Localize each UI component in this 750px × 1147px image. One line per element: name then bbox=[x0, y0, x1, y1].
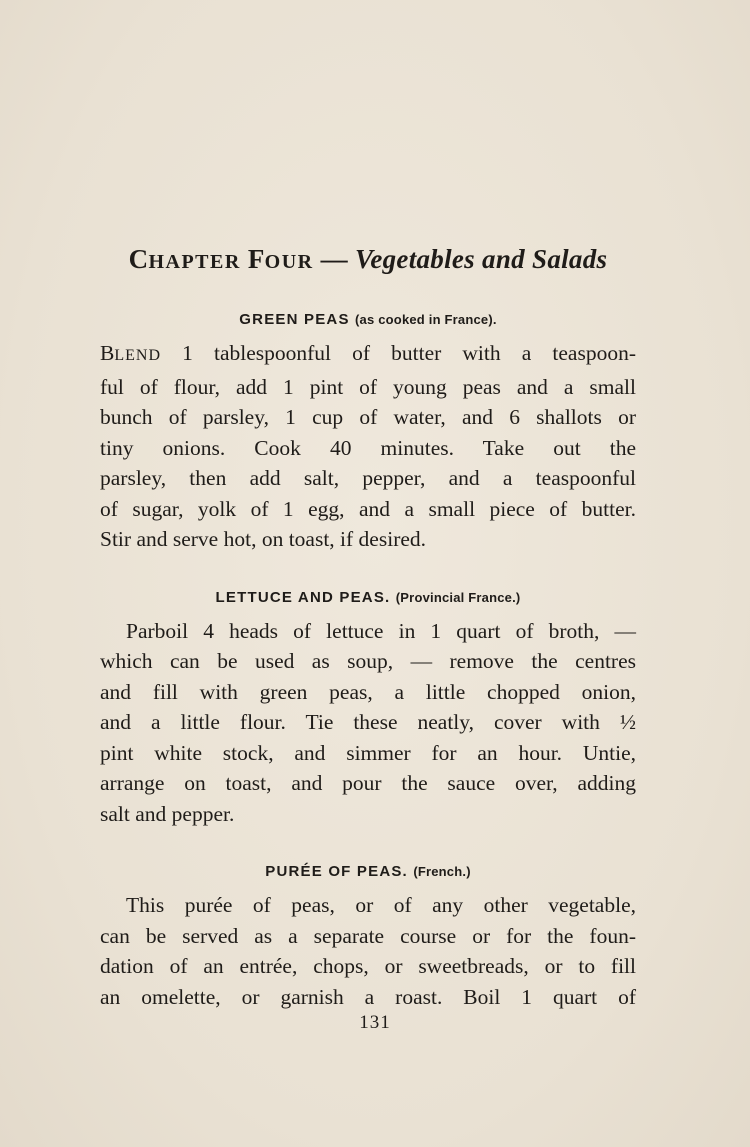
body-line: pint white stock, and simmer for an hour. Untie, bbox=[100, 740, 636, 765]
chapter-number-rest: OUR bbox=[264, 251, 314, 273]
chapter-label-initial: C bbox=[128, 244, 149, 274]
body-line: of sugar, yolk of 1 egg, and a small piece of butter. bbox=[100, 496, 636, 521]
recipe-title-note: (Provincial France.) bbox=[395, 589, 521, 605]
chapter-number-initial: F bbox=[247, 244, 265, 274]
body-line: and a little flour. Tie these neatly, cover with ½ bbox=[100, 710, 636, 734]
body-line: can be served as a separate course or for the foun- bbox=[100, 923, 636, 948]
body-line: and fill with green peas, a little chopped onion, bbox=[100, 679, 636, 704]
recipe-body bbox=[100, 890, 636, 1012]
recipe-green-peas bbox=[100, 311, 636, 555]
recipe-title-note: (as cooked in France). bbox=[355, 312, 497, 327]
recipe-title-text: LETTUCE AND PEAS. bbox=[215, 588, 391, 606]
chapter-heading bbox=[100, 244, 636, 275]
recipe-body bbox=[100, 616, 636, 830]
body-line bbox=[100, 338, 636, 372]
recipe-title-text: GREEN PEAS bbox=[239, 311, 350, 328]
recipe-title bbox=[100, 863, 636, 880]
recipe-lettuce-and-peas bbox=[100, 589, 636, 830]
body-line: dation of an entrée, chops, or sweetbreads, or to fill bbox=[100, 954, 636, 978]
body-line: an omelette, or garnish a roast. Boil 1 quart of bbox=[100, 984, 636, 1009]
body-line: parsley, then add salt, pepper, and a teaspoonful bbox=[100, 466, 636, 490]
lead-word bbox=[100, 341, 161, 365]
body-line: ful of flour, add 1 pint of young peas and a small bbox=[100, 374, 636, 399]
page-number: 131 bbox=[359, 1012, 391, 1033]
recipe-body bbox=[100, 338, 636, 555]
recipe-title-note: (French.) bbox=[413, 864, 471, 879]
body-line: Parboil 4 heads of lettuce in 1 quart of broth, — bbox=[126, 618, 636, 643]
body-line: which can be used as soup, — remove the centres bbox=[100, 649, 636, 673]
body-line: tiny onions. Cook 40 minutes. Take out the bbox=[100, 435, 636, 460]
lead-initial: B bbox=[100, 341, 115, 365]
recipe-title bbox=[100, 589, 636, 606]
recipe-title bbox=[100, 311, 636, 328]
chapter-dash: — bbox=[313, 244, 356, 274]
body-line: salt and pepper. bbox=[100, 801, 235, 826]
body-line: bunch of parsley, 1 cup of water, and 6 shallots or bbox=[100, 405, 636, 429]
body-line-text: 1 tablespoonful of butter with a teaspoon- bbox=[161, 341, 636, 365]
recipe-puree-of-peas bbox=[100, 863, 636, 1012]
chapter-label-rest: HAPTER bbox=[148, 251, 241, 273]
body-line: This purée of peas, or of any other vegetable, bbox=[126, 893, 636, 917]
book-page bbox=[100, 244, 636, 1046]
body-line: Stir and serve hot, on toast, if desired. bbox=[100, 527, 427, 551]
recipe-title-text: PURÉE OF PEAS. bbox=[265, 863, 408, 880]
lead-rest: LEND bbox=[114, 347, 161, 364]
chapter-subject: Vegetables and Salads bbox=[355, 244, 608, 274]
body-line: arrange on toast, and pour the sauce over, adding bbox=[100, 771, 636, 795]
